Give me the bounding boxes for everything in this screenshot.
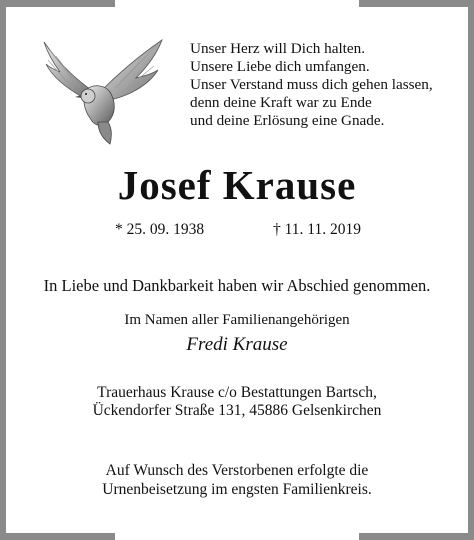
frame-bottom-right [359, 533, 474, 540]
funeral-home-line: Trauerhaus Krause c/o Bestattungen Bartsch, [97, 384, 377, 401]
signer-name: Fredi Krause [186, 334, 288, 355]
poem-line: und deine Erlösung eine Gnade. [190, 112, 385, 129]
burial-note-line: Auf Wunsch des Verstorbenen erfolgte die [105, 462, 369, 479]
death-date: † 11. 11. 2019 [273, 221, 361, 238]
frame-right [468, 0, 474, 540]
family-line: Im Namen aller Familienangehörigen [124, 312, 350, 328]
poem-line: Unser Verstand muss dich gehen lassen, [190, 76, 433, 93]
poem-line: Unser Herz will Dich halten. [190, 40, 366, 57]
frame-top-left [0, 0, 115, 7]
frame-bottom-left [0, 533, 115, 540]
burial-note-line: Urnenbeisetzung im engsten Familienkreis. [102, 481, 372, 498]
funeral-home-address: Ückendorfer Straße 131, 45886 Gelsenkirchen [92, 402, 382, 419]
poem-line: denn deine Kraft war zu Ende [190, 94, 372, 111]
farewell-text: In Liebe und Dankbarkeit haben wir Abschied genommen. [43, 276, 431, 295]
poem [190, 40, 450, 130]
birth-date: * 25. 09. 1938 [115, 221, 205, 238]
frame-top-right [359, 0, 474, 7]
poem-line: Unsere Liebe dich umfangen. [190, 58, 370, 75]
deceased-name: Josef Krause [117, 162, 357, 208]
frame-left [0, 0, 6, 540]
dove-icon [36, 34, 168, 146]
